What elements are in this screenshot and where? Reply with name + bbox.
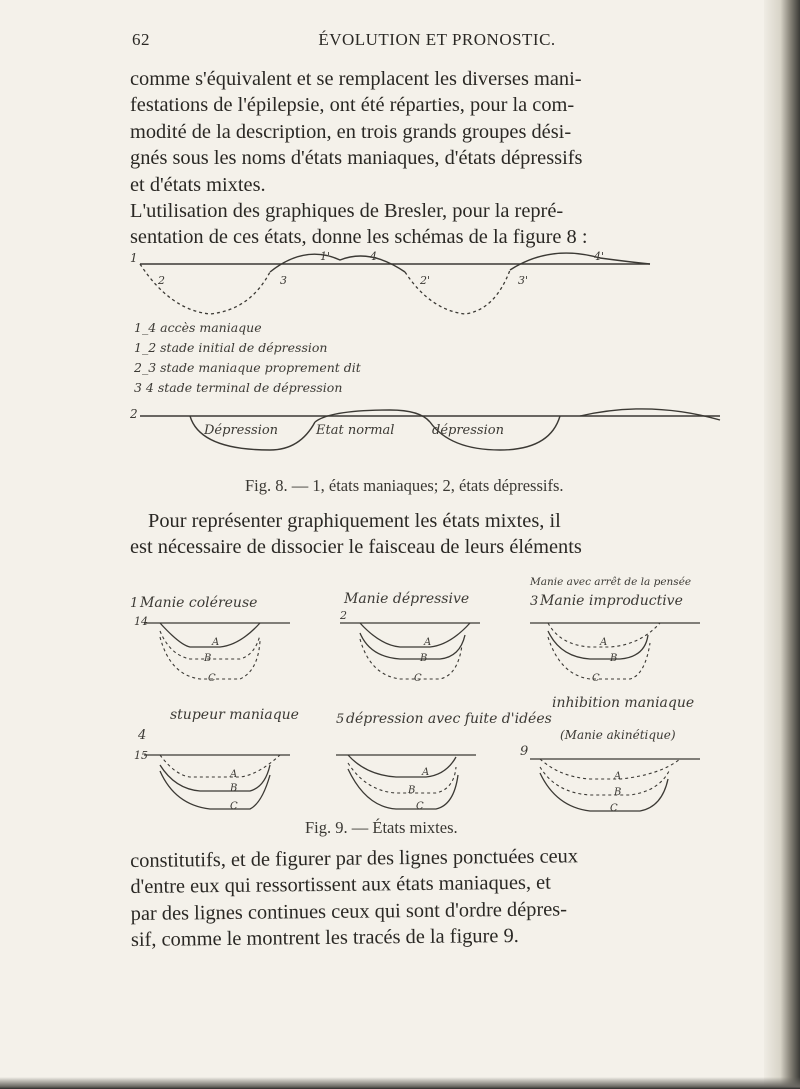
svg-text:(Manie akinétique): (Manie akinétique) (560, 728, 676, 742)
fig8-legend-line: 3 4 stade terminal de dépression (134, 380, 343, 395)
svg-text:Manie avec arrêt de la pensée: Manie avec arrêt de la pensée (530, 576, 692, 588)
text-line: sif, comme le montrent les tracés de la figure 9. (130, 925, 519, 952)
svg-text:A: A (424, 637, 432, 648)
solid-curve (270, 254, 405, 272)
svg-text:9: 9 (520, 744, 529, 759)
svg-text:Manie dépressive: Manie dépressive (344, 591, 470, 607)
text-line: par des lignes continues ceux qui sont d'ordre dépres- (130, 898, 568, 925)
svg-text:3: 3 (530, 594, 539, 609)
svg-text:1: 1 (130, 596, 139, 611)
text-line: est nécessaire de dissocier le faisceau de leurs éléments (130, 536, 582, 559)
svg-text:B: B (614, 787, 622, 798)
svg-text:B: B (230, 783, 238, 794)
page-number: 62 (132, 30, 150, 49)
figure-9-caption: Fig. 9. — États mixtes. (305, 818, 458, 837)
fig8-num: 2 (158, 274, 165, 287)
fig8-num: 3' (518, 274, 529, 287)
svg-text:C: C (414, 673, 422, 684)
text-line: modité de la description, en trois grands groupes dési- (130, 120, 572, 143)
fig8-num: 2 (130, 407, 138, 421)
book-spine-shadow (764, 0, 800, 1089)
svg-text:C: C (230, 801, 238, 812)
solid-curve (510, 253, 650, 270)
svg-text:15: 15 (134, 749, 148, 762)
svg-text:stupeur maniaque: stupeur maniaque (170, 707, 299, 723)
fig8-legend-line: 1_4 accès maniaque (134, 320, 262, 335)
text-line: comme s'équivalent et se remplacent les diverses mani- (130, 68, 582, 90)
text-line: L'utilisation des graphiques de Bresler, pour la repré- (130, 200, 564, 223)
svg-text:C: C (592, 673, 600, 684)
svg-text:inhibition maniaque: inhibition maniaque (552, 695, 695, 711)
fig8-num: 2' (420, 274, 431, 287)
svg-text:B: B (610, 653, 618, 664)
panel-stupeur (134, 707, 299, 812)
page-bottom-shadow (0, 1077, 800, 1089)
svg-text:dépression avec fuite d'idées: dépression avec fuite d'idées (346, 711, 552, 727)
running-title: ÉVOLUTION ET PRONOSTIC. (318, 30, 556, 49)
panel-depression-fuite (336, 711, 552, 812)
svg-text:B: B (204, 653, 212, 664)
text-line: gnés sous les noms d'états maniaques, d'états dépressifs (130, 147, 583, 170)
fig8-num: 1 (130, 251, 138, 265)
svg-text:4: 4 (138, 728, 147, 743)
fig8-num: 3 (280, 274, 287, 287)
svg-text:A: A (230, 769, 238, 780)
dotted-curve (140, 264, 270, 314)
text-line: Pour représenter graphiquement les états mixtes, il (148, 510, 561, 532)
figure-8-graph (130, 250, 730, 500)
paragraph-intro (130, 66, 752, 251)
text-line: sentation de ces états, donne les schémas de la figure 8 : (130, 226, 588, 249)
svg-text:A: A (212, 637, 220, 648)
text-line: constitutifs, et de figurer par des lignes ponctuées ceux (130, 845, 579, 872)
svg-text:A: A (422, 767, 430, 778)
svg-text:C: C (610, 803, 618, 814)
svg-text:Manie improductive: Manie improductive (540, 593, 683, 609)
figure-9-graphs (130, 575, 730, 815)
svg-text:C: C (208, 673, 216, 684)
text-line: et d'états mixtes. (130, 173, 266, 196)
paragraph-conclusion (130, 841, 753, 953)
text-line: festations de l'épilepsie, ont été réparties, pour la com- (130, 94, 575, 117)
fig8-legend-line: 1_2 stade initial de dépression (134, 340, 328, 355)
fig8-region-label: Dépression (204, 423, 279, 438)
figure-8-caption: Fig. 8. — 1, états maniaques; 2, états dépressifs. (245, 476, 564, 495)
paragraph-transition (130, 508, 752, 561)
fig8-num: 4 (370, 250, 377, 263)
svg-text:2: 2 (340, 609, 347, 622)
svg-text:5: 5 (336, 712, 345, 727)
fig8-legend-line: 2_3 stade maniaque proprement dit (134, 360, 361, 375)
solid-curve (580, 409, 720, 420)
svg-text:B: B (408, 785, 416, 796)
panel-manie-dep (339, 591, 480, 684)
svg-text:A: A (614, 771, 622, 782)
text-line: d'entre eux qui ressortissent aux états maniaques, et (130, 872, 551, 899)
panel-manie-improd (529, 576, 700, 684)
panel-manie-col (130, 595, 290, 684)
svg-text:14: 14 (134, 615, 148, 628)
svg-text:Manie coléreuse: Manie coléreuse (140, 595, 258, 611)
fig8-num: 1' (320, 250, 331, 263)
fig8-region-label: dépression (432, 423, 504, 438)
fig8-region-label: Etat normal (316, 423, 395, 438)
svg-text:B: B (420, 653, 428, 664)
svg-text:C: C (416, 801, 424, 812)
svg-text:A: A (600, 637, 608, 648)
fig8-num: 4' (594, 250, 605, 263)
